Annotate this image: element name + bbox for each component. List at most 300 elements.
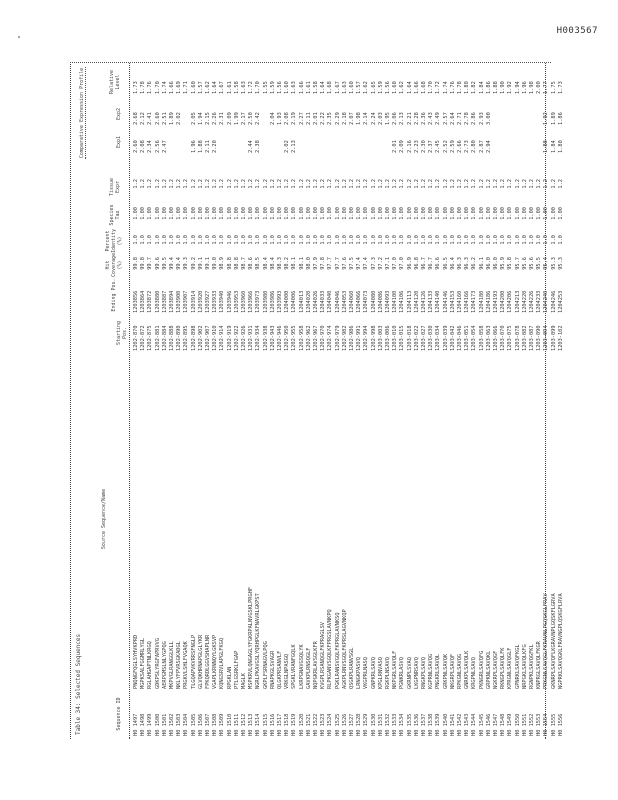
header-coverage: Hit Coverage (%)	[105, 252, 123, 277]
cell-a2: 1.0	[219, 235, 226, 245]
cell-id: H0 1501	[161, 713, 168, 736]
cell-start: 1203-046	[457, 325, 463, 351]
cell-start: 1202-902	[197, 325, 204, 351]
cell-p3: 1.61	[305, 81, 312, 94]
cell-a3: 1.00	[205, 207, 211, 220]
cell-a2: 1.0	[493, 235, 499, 245]
cell-a3: 1.00	[363, 207, 370, 220]
cell-p3: 1.60	[349, 81, 355, 94]
cell-a2: 1.0	[226, 235, 233, 245]
cell-end: 1203973	[255, 290, 262, 313]
cell-seq: NQPGKRLAVSGLKFR	[313, 641, 319, 689]
cell-p2: 1.99	[233, 112, 240, 125]
cell-end: 1204140	[435, 290, 442, 313]
cell-end: 1204080	[370, 290, 377, 313]
cell-id: H0 1506	[197, 713, 204, 736]
cell-p3: 1.68	[327, 81, 334, 94]
cell-cov: 98.1	[291, 257, 298, 270]
cell-p2: 1.89	[169, 112, 175, 125]
cell-p3: 1.94	[514, 81, 521, 94]
cell-start: 1203-042	[449, 325, 456, 351]
cell-a2: 1.0	[449, 235, 456, 245]
cell-end: 1203907	[183, 290, 190, 313]
cell-p2: 2.04	[269, 112, 276, 125]
cell-id: H0 1537	[421, 713, 427, 736]
cell-end: 1203880	[154, 290, 161, 313]
cell-a4: 1.2	[478, 179, 485, 189]
cell-a3: 1.00	[457, 207, 463, 220]
cell-p3: 1.90	[500, 81, 507, 94]
cell-seq: VRKGLNPASGQ	[284, 653, 291, 689]
cell-start: 1202-998	[370, 325, 377, 351]
cell-a2: 1.0	[457, 235, 463, 245]
cell-cov: 98.4	[262, 257, 269, 270]
cell-a2: 1.0	[399, 235, 406, 245]
cell-id: H0 1534	[399, 713, 406, 736]
cell-a3: 1.00	[392, 207, 399, 220]
cell-p3: 1.56	[277, 81, 283, 94]
cell-a2: 1.0	[277, 235, 283, 245]
cell-a3: 1.00	[161, 207, 168, 220]
cell-start: 1202-955	[291, 325, 298, 351]
cell-p2: 2.71	[457, 112, 463, 125]
cell-start: 1203-018	[406, 325, 413, 351]
cell-a3: 1.00	[377, 207, 384, 220]
header-level: Relative Level	[109, 69, 121, 95]
cell-cov: 95.9	[500, 257, 507, 270]
cell-a3: 1.00	[478, 207, 485, 220]
cell-end: 1203993	[277, 290, 283, 313]
cell-a2: 1.0	[557, 235, 564, 245]
cell-seq: GNPKRLSAVQ	[370, 657, 377, 689]
cell-a4: 1.2	[507, 179, 514, 189]
cell-a4: 1.2	[133, 179, 139, 189]
cell-a4: 1.2	[435, 179, 442, 189]
cell-cov: 96.4	[449, 257, 456, 270]
cell-a3: 1.00	[298, 207, 305, 220]
cell-cov: 96.2	[471, 257, 478, 270]
cell-p3: 1.62	[399, 81, 406, 94]
cell-p2: 2.57	[442, 112, 449, 125]
cell-p3: 1.66	[298, 81, 305, 94]
cell-a3: 1.00	[550, 207, 557, 220]
cell-p3: 1.64	[212, 81, 219, 94]
cell-id: H0 1525	[334, 713, 341, 736]
cell-start: 1202-962	[305, 325, 312, 351]
cell-a3: 1.00	[557, 207, 564, 220]
cell-start: 1202-986	[349, 325, 355, 351]
cell-p1: 2.16	[406, 140, 413, 153]
cell-a3: 1.00	[507, 207, 514, 220]
cell-cov: 98.8	[233, 257, 240, 270]
cell-id: H0 1543	[464, 713, 471, 736]
cell-a2: 1.0	[255, 235, 262, 245]
cell-p2: 2.01	[313, 112, 319, 125]
cell-p1: 2.87	[478, 140, 485, 153]
cell-id: H0 1552	[529, 713, 535, 736]
cell-p3: 1.68	[421, 81, 427, 94]
cell-cov: 95.6	[521, 257, 528, 270]
cell-a4: 1.2	[334, 179, 341, 189]
cell-p1: 2.09	[399, 140, 406, 153]
cell-start: 1202-888	[169, 325, 175, 351]
cell-start: 1203-066	[493, 325, 499, 351]
cell-a4: 1.2	[428, 179, 435, 189]
cell-seq: MSPKRVLQNGAGLYFGKRPALNVGSKLPRGHF	[248, 586, 255, 689]
cell-a4: 1.2	[248, 179, 255, 189]
cell-end: 1203914	[190, 290, 197, 313]
cell-cov: 99.1	[197, 257, 204, 270]
cell-a4: 1.2	[457, 179, 463, 189]
cell-cov: 99.4	[169, 257, 175, 270]
cell-p2: 2.36	[421, 112, 427, 125]
cell-a4: 1.2	[341, 179, 348, 189]
cell-p3: 1.78	[457, 81, 463, 94]
cell-start: 1202-934	[255, 325, 262, 351]
cell-id: H0 1528	[356, 713, 363, 736]
cell-a2: 1.0	[464, 235, 471, 245]
cell-id: H0 1504	[183, 713, 190, 736]
cell-a4: 1.2	[529, 179, 535, 189]
cell-id: H0 1538	[428, 713, 435, 736]
cell-cov: 96.3	[464, 257, 471, 270]
cell-p2: 1.98	[356, 112, 363, 125]
cell-start: 1202-970	[320, 325, 327, 351]
cell-seq: RLPKGANVSGQLKFPRGSLAVNKPQ	[327, 609, 334, 689]
cell-start: 1203-078	[514, 325, 521, 351]
cell-seq: RKNGPLSAVQLFK	[500, 647, 507, 689]
cell-end: 1204240	[543, 290, 550, 313]
cell-start: 1203-034	[435, 325, 442, 351]
cell-a2: 1.0	[147, 235, 154, 245]
cell-a3: 1.00	[521, 207, 528, 220]
header-rule	[129, 63, 130, 739]
cell-p3: 1.74	[161, 81, 168, 94]
cell-cov: 95.4	[543, 257, 550, 270]
cell-a4: 1.2	[471, 179, 478, 189]
cell-p3: 1.62	[205, 81, 211, 94]
cell-a2: 1.0	[334, 235, 341, 245]
cell-p3: 1.96	[521, 81, 528, 94]
cell-p3: 1.78	[140, 81, 147, 94]
cell-p3: 1.63	[291, 81, 298, 94]
cell-id: H0 1547	[493, 713, 499, 736]
cell-p2: 2.07	[349, 112, 355, 125]
cell-a4: 1.2	[449, 179, 456, 189]
cell-p2: 2.14	[363, 112, 370, 125]
cell-start: 1202-991	[356, 325, 363, 351]
cell-p1: 2.13	[291, 140, 298, 153]
cell-end: 1203960	[241, 290, 247, 313]
cell-a3: 1.00	[543, 207, 550, 220]
cell-seq: NGPRKLSAVQGKLFRAVNGPLQSKGFLRVA	[557, 593, 564, 689]
cell-start: 1203-015	[399, 325, 406, 351]
cell-a4: 1.2	[255, 179, 262, 189]
cell-a3: 1.00	[421, 207, 427, 220]
cell-seq: GDKPSLYRGFAPRVVG	[154, 637, 161, 689]
cell-id: H0 1511	[233, 713, 240, 736]
cell-cov: 95.6	[529, 257, 535, 270]
cell-p1: 1.84	[550, 140, 557, 153]
cell-id: H0 1529	[363, 713, 370, 736]
cell-seq: RPKGNLSAVQG	[457, 653, 463, 689]
cell-a4: 1.2	[226, 179, 233, 189]
cell-a3: 1.00	[255, 207, 262, 220]
cell-end: 1204173	[471, 290, 478, 313]
cell-seq: KGPRNLSAVQG	[428, 653, 435, 689]
cell-a3: 1.00	[406, 207, 413, 220]
cell-end: 1203856	[133, 290, 139, 313]
cell-p2: 2.05	[190, 112, 197, 125]
cell-a4: 1.2	[219, 179, 226, 189]
cell-start: 1202-881	[154, 325, 161, 351]
cell-end: 1203887	[161, 290, 168, 313]
cell-end: 1204060	[349, 290, 355, 313]
cell-cov: 96.9	[406, 257, 413, 270]
cell-p1: 2.47	[161, 140, 168, 153]
cell-id: H0 1536	[413, 713, 420, 736]
cell-id: H0 1519	[291, 713, 298, 736]
cell-id: H0 1497	[133, 713, 139, 736]
cell-seq: GPNRKLSAVQFKGL	[514, 644, 521, 689]
cell-cov: 97.0	[392, 257, 399, 270]
cell-end: 1204200	[500, 290, 507, 313]
cell-start: 1202-910	[212, 325, 219, 351]
cell-end: 1204100	[392, 290, 399, 313]
cell-end: 1203872	[147, 290, 154, 313]
cell-p3: 1.59	[269, 81, 276, 94]
cell-seq: RGNPKLSAVQGFKL	[529, 644, 535, 689]
header-identity: Percent Identity (%)	[105, 228, 123, 253]
cell-start: 1202-898	[190, 325, 197, 351]
cell-id: H0 1505	[190, 713, 197, 736]
cell-p3: 1.72	[248, 81, 255, 94]
cell-end: 1204066	[356, 290, 363, 313]
cell-p3: 1.56	[385, 81, 391, 94]
cell-p3: 1.64	[320, 81, 327, 94]
cell-cov: 99.6	[154, 257, 161, 270]
cell-p3: 1.60	[392, 81, 399, 94]
cell-id: H0 1517	[277, 713, 283, 736]
cell-id: H0 1512	[241, 713, 247, 736]
cell-seq: NGRLPKAVGSLYQRHPGLKFNAVRLGKPST	[255, 593, 262, 689]
cell-a4: 1.2	[233, 179, 240, 189]
cell-a2: 1.0	[241, 235, 247, 245]
cell-p3: 1.63	[241, 81, 247, 94]
cell-cov: 96.0	[493, 257, 499, 270]
cell-id: H0 1533	[392, 713, 399, 736]
cell-a2: 1.0	[435, 235, 442, 245]
cell-p2: 1.94	[197, 112, 204, 125]
cell-seq: RGKPLNSAVQ	[385, 657, 391, 689]
cell-a2: 1.0	[413, 235, 420, 245]
cell-a4: 1.2	[543, 179, 550, 189]
cell-cov: 97.0	[399, 257, 406, 270]
cell-p3: 1.86	[485, 81, 492, 94]
table-caption: Table 34: Selected Sequences	[75, 633, 82, 735]
cell-p1: 2.23	[413, 140, 420, 153]
cell-a4: 1.2	[536, 179, 543, 189]
cell-end: 1204166	[464, 290, 471, 313]
cell-seq: PRKGNLSAVQGLFKRAVNLPGQSKGLFRAV	[543, 593, 550, 689]
cell-p3: 1.80	[464, 81, 471, 94]
cell-start: 1202-890	[176, 325, 183, 351]
cell-cov: 96.7	[421, 257, 427, 270]
cell-id: H0 1509	[219, 713, 226, 736]
cell-cov: 96.7	[428, 257, 435, 270]
cell-a3: 1.00	[493, 207, 499, 220]
cell-p1: 2.20	[212, 140, 219, 153]
cell-p2: 2.03	[377, 112, 384, 125]
cell-cov: 95.8	[507, 257, 514, 270]
cell-a4: 1.2	[557, 179, 564, 189]
cell-p1: 1.88	[543, 140, 550, 153]
cell-a3: 1.00	[536, 207, 543, 220]
cell-a4: 1.2	[413, 179, 420, 189]
cell-a3: 1.00	[442, 207, 449, 220]
cell-seq: GAVKPLRNSQGLF	[305, 647, 312, 689]
cell-cov: 98.1	[298, 257, 305, 270]
rotated-table	[71, 63, 564, 739]
cell-a2: 1.0	[349, 235, 355, 245]
cell-start: 1202-907	[205, 325, 211, 351]
cell-a3: 1.00	[233, 207, 240, 220]
cell-a2: 1.0	[298, 235, 305, 245]
cell-a4: 1.2	[197, 179, 204, 189]
cell-a3: 1.00	[471, 207, 478, 220]
cell-id: H0 1532	[385, 713, 391, 736]
cell-cov: 96.3	[457, 257, 463, 270]
cell-end: 1204146	[442, 290, 449, 313]
cell-p2: 2.64	[449, 112, 456, 125]
cell-p3: 1.60	[284, 81, 291, 94]
cell-a3: 1.00	[190, 207, 197, 220]
cell-p1: 2.01	[392, 140, 399, 153]
cell-p3: 2.00	[536, 81, 543, 94]
header-sequence: Source Sequence/Name	[101, 488, 107, 550]
cell-cov: 95.7	[514, 257, 521, 270]
cell-p2: 2.68	[133, 112, 139, 125]
cell-seq: RPGKLAN	[226, 666, 233, 689]
cell-id: H0 1499	[147, 713, 154, 736]
cell-end: 1203933	[212, 290, 219, 313]
cell-a4: 1.2	[140, 179, 147, 189]
cell-id: H0 1539	[435, 713, 442, 736]
cell-seq: PKNGRLSAVQFG	[478, 650, 485, 689]
cell-cov: 96.1	[478, 257, 485, 270]
cell-a2: 1.0	[392, 235, 399, 245]
cell-p3: 1.82	[471, 81, 478, 94]
cell-cov: 99.8	[140, 257, 147, 270]
cell-p2: 2.78	[464, 112, 471, 125]
cell-id: H0 1540	[442, 713, 449, 736]
cell-end: 1204133	[428, 290, 435, 313]
cell-start: 1202-884	[161, 325, 168, 351]
cell-a3: 1.00	[291, 207, 298, 220]
cell-end: 1203894	[169, 290, 175, 313]
cell-a3: 1.00	[334, 207, 341, 220]
cell-a2: 1.0	[370, 235, 377, 245]
cell-start: 1202-875	[147, 325, 154, 351]
cell-a4: 1.2	[212, 179, 219, 189]
cell-p3: 1.69	[176, 81, 183, 94]
cell-p1: 2.34	[147, 140, 154, 153]
cell-a2: 1.0	[428, 235, 435, 245]
cell-p1: 1.96	[190, 140, 197, 153]
cell-a4: 1.2	[464, 179, 471, 189]
cell-a3: 1.00	[449, 207, 456, 220]
cell-id: H0 1507	[205, 713, 211, 736]
cell-p3: 1.75	[550, 81, 557, 94]
cell-a2: 1.0	[421, 235, 427, 245]
cell-a4: 1.2	[550, 179, 557, 189]
cell-end: 1204046	[334, 290, 341, 313]
cell-p2: 2.12	[140, 112, 147, 125]
bottom-rule	[545, 63, 546, 739]
cell-a3: 1.00	[248, 207, 255, 220]
cell-p3: 1.76	[147, 81, 154, 94]
cell-p3: 1.76	[449, 81, 456, 94]
cell-p3: 1.70	[428, 81, 435, 94]
cell-a3: 1.00	[262, 207, 269, 220]
cell-a4: 1.2	[277, 179, 283, 189]
cell-start: 1202-946	[277, 325, 283, 351]
cell-seq: PNGKRLSAVQL	[435, 653, 442, 689]
cell-seq: PRGKVLSHLFVGAQK	[183, 641, 190, 689]
cell-end: 1204053	[341, 290, 348, 313]
cell-p2: 2.31	[219, 112, 226, 125]
cell-a4: 1.2	[377, 179, 384, 189]
cell-a4: 1.2	[241, 179, 247, 189]
cell-a3: 1.00	[399, 207, 406, 220]
cell-a3: 1.00	[269, 207, 276, 220]
cell-a2: 1.0	[262, 235, 269, 245]
cell-cov: 99.7	[147, 257, 154, 270]
cell-start: 1202-922	[233, 325, 240, 351]
cell-id: H0 1548	[500, 713, 507, 736]
cell-cov: 96.5	[442, 257, 449, 270]
cell-a3: 1.00	[341, 207, 348, 220]
cell-a2: 1.0	[363, 235, 370, 245]
cell-a4: 1.2	[320, 179, 327, 189]
cell-start: 1203-058	[478, 325, 485, 351]
cell-start: 1203-063	[485, 325, 492, 351]
cell-a3: 1.00	[428, 207, 435, 220]
cell-p3: 1.66	[169, 81, 175, 94]
cell-a3: 1.00	[219, 207, 226, 220]
cell-seq: VGAPLKRNNQYLGKSVP	[212, 634, 219, 689]
cell-cov: 99.3	[183, 257, 190, 270]
cell-a2: 1.0	[406, 235, 413, 245]
cell-p3: 1.88	[493, 81, 499, 94]
cell-a3: 1.00	[514, 207, 521, 220]
cell-id: H0 1522	[313, 713, 319, 736]
cell-seq: RNAPKGLSVAGR	[269, 650, 276, 689]
cell-seq: KPRGNLSAVQGLF	[507, 647, 514, 689]
cell-start: 1203-022	[413, 325, 420, 351]
cell-a3: 1.00	[197, 207, 204, 220]
cell-a4: 1.2	[169, 179, 175, 189]
cell-a2: 1.0	[521, 235, 528, 245]
cell-cov: 99.0	[212, 257, 219, 270]
cell-seq: GNRKPLSAVQLK	[464, 650, 471, 689]
header-start: Starting Pos.	[116, 320, 128, 346]
cell-seq: RNGKPLSAVQ	[421, 657, 427, 689]
cell-a4: 1.2	[205, 179, 211, 189]
cell-a3: 1.00	[133, 207, 139, 220]
cell-start: 1202-919	[226, 325, 233, 351]
cell-end: 1204020	[305, 290, 312, 313]
